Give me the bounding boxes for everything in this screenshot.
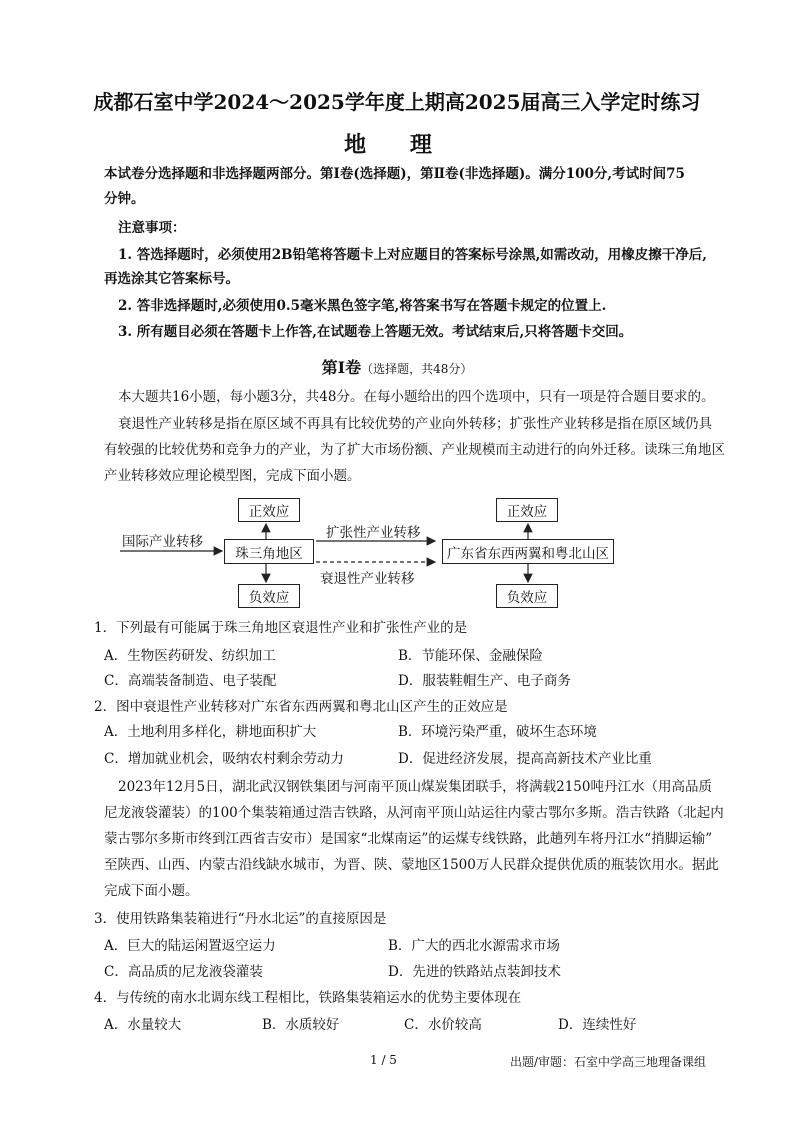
q1-option-b: B．节能环保、金融保险 <box>398 648 543 664</box>
q2-option-b: B．环境污染严重，破坏生态环境 <box>398 724 597 740</box>
left-positive-box: 正效应 <box>238 498 300 522</box>
intro-line-1: 本试卷分选择题和非选择题两部分。第Ⅰ卷(选择题)，第Ⅱ卷(非选择题)。满分100分,考试时间75 <box>104 166 685 182</box>
q4-option-a: A．水量较大 <box>104 1017 182 1033</box>
section-title: 第Ⅰ卷 <box>321 358 362 377</box>
notice-1-line-1: 1. 答选择题时，必须使用2B铅笔将答题卡上对应题目的答案标号涂黑,如需改动，用橡皮擦干净后, <box>118 247 707 263</box>
q4-option-c: C．水价较高 <box>404 1017 482 1033</box>
q2-option-c: C．增加就业机会，吸纳农村剩余劳动力 <box>104 751 344 767</box>
q1-option-c: C．高端装备制造、电子装配 <box>104 673 277 689</box>
page-number: 1 / 5 <box>370 1053 397 1067</box>
passage1-line-2: 有较强的比较优势和竞争力的产业，为了扩大市场份额、产业规模而主动进行的向外迁移。读珠三角地区 <box>104 442 725 458</box>
right-positive-box: 正效应 <box>496 498 558 522</box>
notice-title: 注意事项： <box>118 220 186 236</box>
input-label: 国际产业转移 <box>122 534 203 550</box>
notice-2: 2. 答非选择题时,必须使用0.5毫米黑色签字笔,将答案书写在答题卡规定的位置上. <box>118 298 607 314</box>
passage1-line-1: 衰退性产业转移是指在原区域不再具有比较优势的产业向外转移；扩张性产业转移是指在原区域仍具 <box>118 416 712 432</box>
q3-option-a: A．巨大的陆运闲置返空运力 <box>104 938 276 954</box>
left-negative-box: 负效应 <box>238 584 300 608</box>
q1-option-d: D．服装鞋帽生产、电子商务 <box>398 673 571 689</box>
exam-title: 成都石室中学2024～2025学年度上期高2025届高三入学定时练习 <box>93 90 701 114</box>
passage2-line-3: 蒙古鄂尔多斯市终到江西省吉安市）是国家“北煤南运”的运煤专线铁路，此趟列车将丹江水“捎脚运输” <box>104 831 713 847</box>
section-note: （选择题，共48分） <box>361 362 473 376</box>
q4-stem: 4．与传统的南水北调东线工程相比，铁路集装箱运水的优势主要体现在 <box>94 990 522 1006</box>
q2-stem: 2．图中衰退性产业转移对广东省东西两翼和粤北山区产生的正效应是 <box>94 699 508 715</box>
passage2-line-1: 2023年12月5日，湖北武汉钢铁集团与河南平顶山煤炭集团联手，将满载2150吨丹江水（用高品质 <box>118 779 712 795</box>
q3-option-b: B．广大的西北水源需求市场 <box>388 938 560 954</box>
q4-option-b: B．水质较好 <box>262 1017 340 1033</box>
footer-credit: 出题/审题：石室中学高三地理备课组 <box>510 1055 707 1069</box>
notice-1-line-2: 再选涂其它答案标号。 <box>104 271 239 287</box>
q1-stem: 1．下列最有可能属于珠三角地区衰退性产业和扩张性产业的是 <box>94 620 468 636</box>
passage1-line-3: 产业转移效应理论模型图，完成下面小题。 <box>104 468 361 484</box>
passage2-line-2: 尼龙液袋灌装）的100个集装箱通过浩吉铁路，从河南平顶山站运往内蒙古鄂尔多斯。浩吉铁路（北起内 <box>104 805 724 821</box>
section-instruction: 本大题共16小题，每小题3分，共48分。在每小题给出的四个选项中，只有一项是符合题目要求的。 <box>118 389 715 405</box>
subject-title: 地 理 <box>344 132 450 158</box>
notice-3: 3. 所有题目必须在答题卡上作答,在试题卷上答题无效。考试结束后,只将答题卡交回。 <box>118 324 633 340</box>
q2-option-a: A．土地利用多样化，耕地面积扩大 <box>104 724 317 740</box>
right-negative-box: 负效应 <box>496 584 558 608</box>
intro-line-2: 分钟。 <box>104 191 145 207</box>
right-center-box: 广东省东西两翼和粤北山区 <box>442 539 614 564</box>
q3-stem: 3．使用铁路集装箱进行“丹水北运”的直接原因是 <box>94 911 387 927</box>
expansion-label: 扩张性产业转移 <box>326 525 421 541</box>
decline-label: 衰退性产业转移 <box>320 571 415 587</box>
left-center-box: 珠三角地区 <box>224 539 314 564</box>
passage2-line-4: 至陕西、山西、内蒙古沿线缺水城市，为晋、陕、蒙地区1500万人民群众提供优质的瓶装饮用水。据此 <box>104 857 719 873</box>
q2-option-d: D．促进经济发展，提高高新技术产业比重 <box>398 751 652 767</box>
q3-option-c: C．高品质的尼龙液袋灌装 <box>104 964 263 980</box>
q1-option-a: A．生物医药研发、纺织加工 <box>104 648 276 664</box>
passage2-line-5: 完成下面小题。 <box>104 883 199 899</box>
q3-option-d: D．先进的铁路站点装卸技术 <box>388 964 561 980</box>
q4-option-d: D．连续性好 <box>558 1017 637 1033</box>
